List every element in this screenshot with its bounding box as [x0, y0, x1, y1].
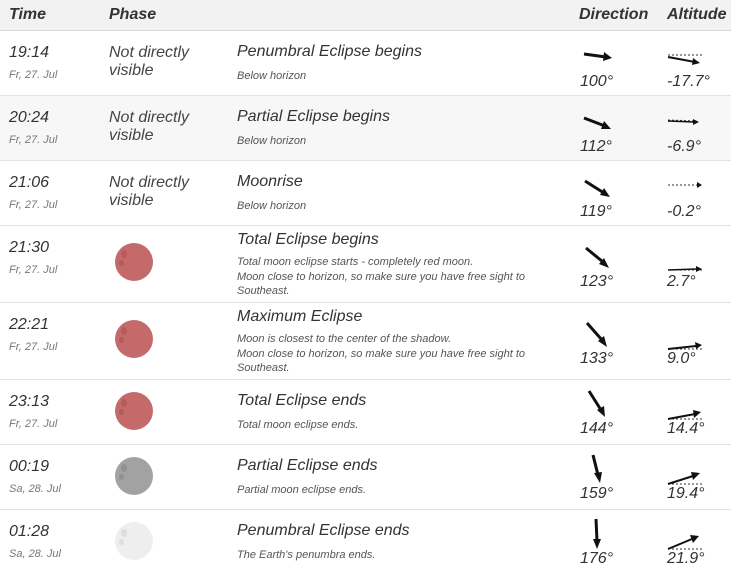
event-date: Sa, 28. Jul: [9, 548, 61, 560]
altitude-arrow-icon: [666, 45, 706, 67]
red-moon-icon: [115, 392, 153, 430]
phase-label: Not directly visible: [109, 174, 190, 209]
event-title: Total Eclipse begins: [237, 231, 379, 248]
event-description: [237, 199, 567, 214]
event-date: Fr, 27. Jul: [9, 134, 58, 146]
phase-label: Not directly visible: [109, 109, 190, 144]
event-time: 23:13: [9, 393, 50, 410]
direction-value: 144°: [580, 420, 614, 437]
table-row: [0, 161, 731, 226]
moon-crater: [121, 250, 127, 258]
direction-value: 159°: [580, 485, 614, 502]
altitude-arrow-icon: [666, 110, 706, 132]
direction-arrow-icon: [580, 386, 616, 422]
event-title: Partial Eclipse begins: [237, 108, 390, 125]
table-row: [0, 303, 731, 380]
direction-arrow-icon: [580, 516, 616, 552]
table-row: [0, 445, 731, 510]
altitude-value: -6.9°: [667, 138, 701, 155]
altitude-value: -0.2°: [667, 203, 701, 220]
description-line: Moon is closest to the center of the shadow.: [237, 333, 452, 345]
event-date: Fr, 27. Jul: [9, 341, 58, 353]
direction-arrow-icon: [580, 106, 616, 142]
altitude-value: 9.0°: [667, 350, 696, 367]
event-time: 19:14: [9, 44, 50, 61]
description-line: Below horizon: [237, 70, 307, 82]
direction-value: 112°: [580, 138, 612, 155]
description-line: Below horizon: [237, 135, 307, 147]
event-time: 21:06: [9, 174, 50, 191]
moon-crater: [119, 260, 124, 266]
direction-arrow-icon: [580, 40, 616, 76]
direction-value: 123°: [580, 273, 614, 290]
direction-arrow-icon: [580, 451, 616, 487]
altitude-value: 14.4°: [667, 420, 705, 437]
moon-crater: [119, 539, 124, 545]
event-description: [237, 255, 567, 299]
direction-value: 100°: [580, 73, 614, 90]
description-line: Below horizon: [237, 200, 307, 212]
description-line: Southeast.: [237, 285, 290, 297]
moon-crater: [119, 337, 124, 343]
altitude-value: -17.7°: [667, 73, 710, 90]
event-description: [237, 69, 567, 84]
event-title: Total Eclipse ends: [237, 392, 367, 409]
description-line: Partial moon eclipse ends.: [237, 484, 367, 496]
event-date: Fr, 27. Jul: [9, 199, 58, 211]
event-title: Moonrise: [237, 173, 303, 190]
event-description: [237, 134, 567, 149]
event-time: 21:30: [9, 239, 50, 256]
event-date: Fr, 27. Jul: [9, 418, 58, 430]
direction-value: 119°: [580, 203, 612, 220]
table-row: [0, 31, 731, 96]
event-title: Penumbral Eclipse ends: [237, 522, 410, 539]
header-time: Time: [9, 6, 47, 23]
table-header: [0, 0, 731, 31]
event-title: Penumbral Eclipse begins: [237, 43, 422, 60]
event-time: 20:24: [9, 109, 50, 126]
event-date: Fr, 27. Jul: [9, 69, 58, 81]
event-description: [237, 418, 567, 433]
moon-crater: [121, 399, 127, 407]
event-title: Maximum Eclipse: [237, 308, 363, 325]
description-line: Total moon eclipse starts - completely red moon.: [237, 256, 474, 268]
moon-crater: [119, 409, 124, 415]
description-line: The Earth's penumbra ends.: [237, 549, 376, 561]
altitude-value: 19.4°: [667, 485, 705, 502]
gray-moon-icon: [115, 457, 153, 495]
event-description: [237, 548, 567, 563]
altitude-arrow-icon: [666, 175, 706, 197]
table-row: [0, 380, 731, 445]
event-description: [237, 483, 567, 498]
red-moon-icon: [115, 243, 153, 281]
header-direction: Direction: [579, 6, 649, 23]
description-line: Moon close to horizon, so make sure you have free sight to: [237, 347, 525, 360]
altitude-value: 2.7°: [667, 273, 696, 290]
description-line: Southeast.: [237, 362, 290, 374]
event-title: Partial Eclipse ends: [237, 457, 378, 474]
event-time: 22:21: [9, 316, 50, 333]
event-date: Sa, 28. Jul: [9, 483, 61, 495]
light-moon-icon: [115, 522, 153, 560]
event-description: [237, 332, 567, 376]
direction-arrow-icon: [580, 317, 616, 353]
event-time: 00:19: [9, 458, 50, 475]
table-row: [0, 96, 731, 161]
phase-label: Not directly visible: [109, 44, 190, 79]
header-altitude: Altitude: [667, 6, 727, 23]
moon-crater: [121, 464, 127, 472]
moon-crater: [119, 474, 124, 480]
table-row: [0, 510, 731, 574]
table-row: [0, 226, 731, 303]
event-date: Fr, 27. Jul: [9, 264, 58, 276]
moon-crater: [121, 529, 127, 537]
red-moon-icon: [115, 320, 153, 358]
altitude-value: 21.9°: [667, 550, 705, 567]
direction-value: 176°: [580, 550, 614, 567]
direction-arrow-icon: [580, 240, 616, 276]
direction-value: 133°: [580, 350, 614, 367]
direction-arrow-icon: [580, 171, 616, 207]
moon-crater: [121, 327, 127, 335]
description-line: Moon close to horizon, so make sure you have free sight to: [237, 270, 525, 283]
header-phase: Phase: [109, 6, 157, 23]
description-line: Total moon eclipse ends.: [237, 419, 359, 431]
event-time: 01:28: [9, 523, 50, 540]
